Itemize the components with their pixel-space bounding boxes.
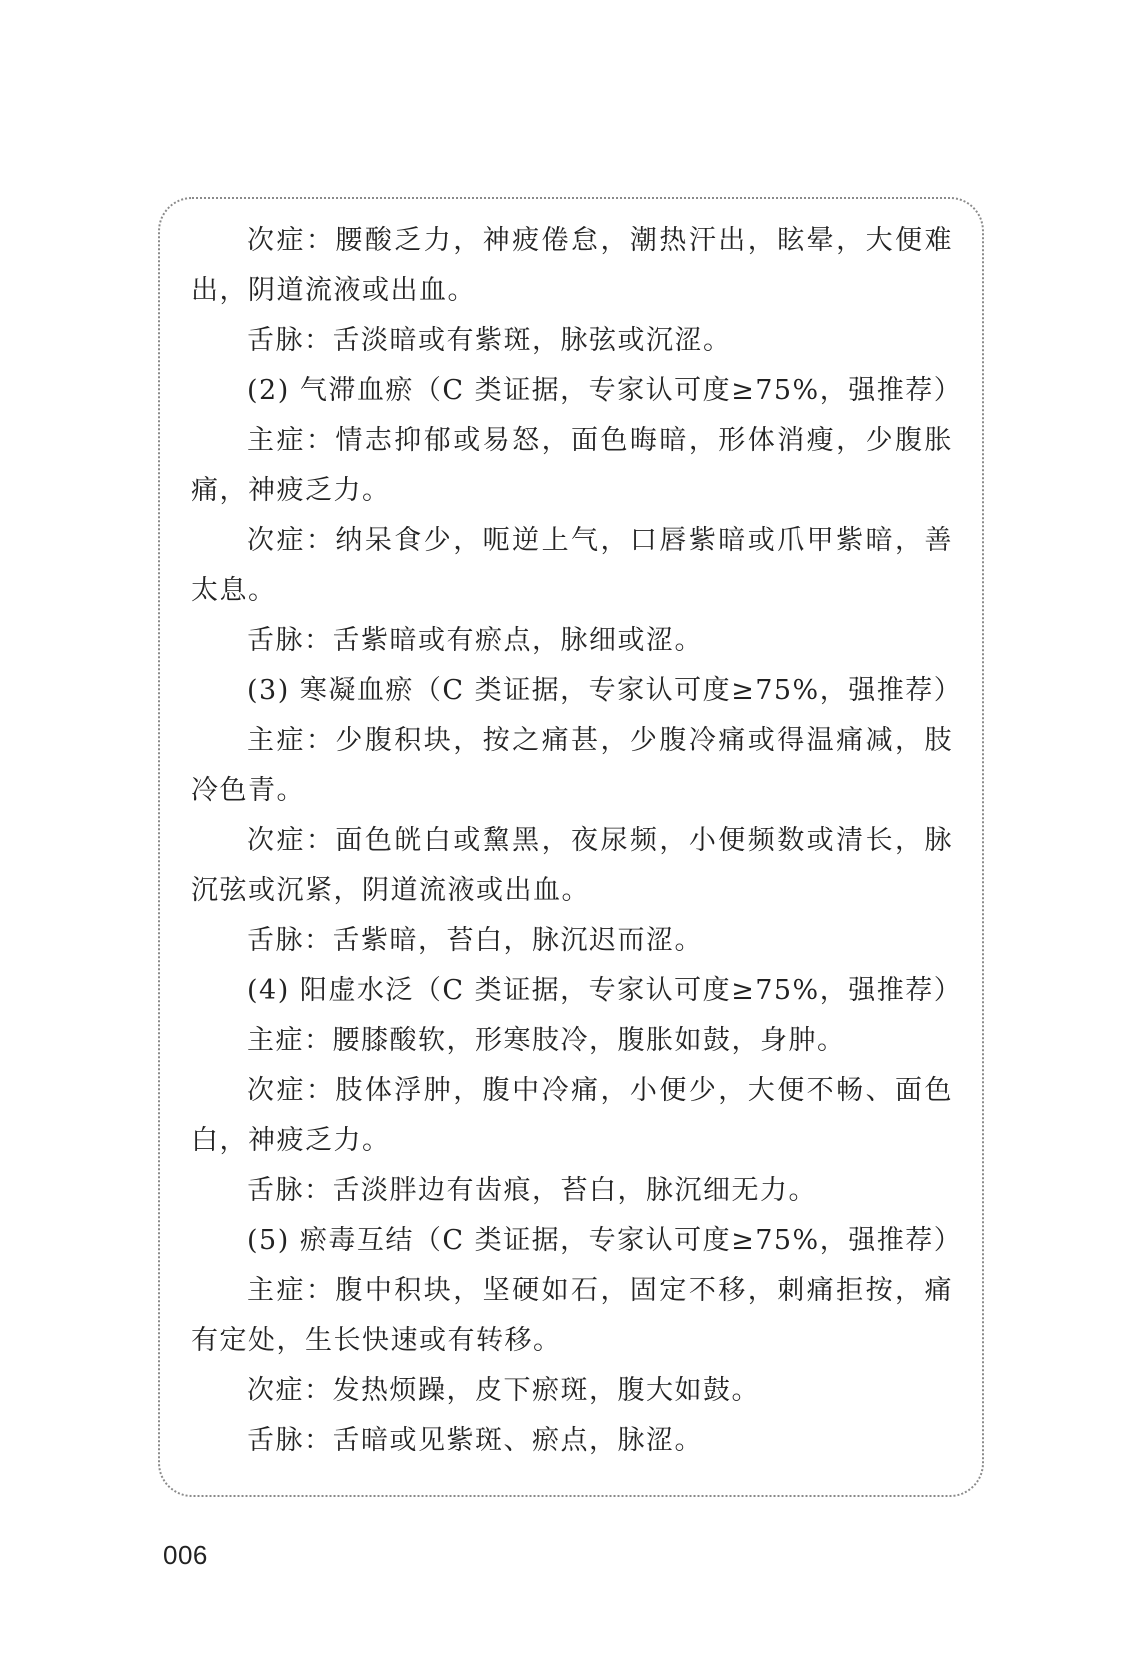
paragraph: 舌脉：舌淡胖边有齿痕，苔白，脉沉细无力。 bbox=[247, 1175, 817, 1206]
syndrome-heading: (3) 寒凝血瘀（C 类证据，专家认可度≥75%，强推荐） bbox=[247, 675, 963, 706]
paragraph: 舌脉：舌淡暗或有紫斑，脉弦或沉涩。 bbox=[247, 325, 732, 356]
paragraph: 主症：情志抑郁或易怒，面色晦暗，形体消瘦，少腹胀痛，神疲乏力。 bbox=[191, 425, 953, 506]
paragraph: 次症：面色㿠白或黧黑，夜尿频，小便频数或清长，脉沉弦或沉紧，阴道流液或出血。 bbox=[191, 825, 953, 906]
paragraph: 舌脉：舌紫暗或有瘀点，脉细或涩。 bbox=[247, 625, 703, 656]
paragraph: 舌脉：舌暗或见紫斑、瘀点，脉涩。 bbox=[247, 1425, 703, 1456]
paragraph: 次症：发热烦躁，皮下瘀斑，腹大如鼓。 bbox=[247, 1375, 760, 1406]
paragraph: 次症：纳呆食少，呃逆上气，口唇紫暗或爪甲紫暗，善太息。 bbox=[191, 525, 953, 606]
paragraph: 主症：腰膝酸软，形寒肢冷，腹胀如鼓，身肿。 bbox=[247, 1025, 846, 1056]
syndrome-heading: (5) 瘀毒互结（C 类证据，专家认可度≥75%，强推荐） bbox=[247, 1225, 963, 1256]
text-block bbox=[191, 216, 963, 1466]
paragraph: 次症：腰酸乏力，神疲倦怠，潮热汗出，眩晕，大便难出，阴道流液或出血。 bbox=[191, 225, 953, 306]
page-number: 006 bbox=[163, 1540, 208, 1570]
syndrome-heading: (2) 气滞血瘀（C 类证据，专家认可度≥75%，强推荐） bbox=[247, 375, 963, 406]
paragraph: 主症：少腹积块，按之痛甚，少腹冷痛或得温痛减，肢冷色青。 bbox=[191, 725, 953, 806]
paragraph: 次症：肢体浮肿，腹中冷痛，小便少，大便不畅、面色白，神疲乏力。 bbox=[191, 1075, 953, 1156]
syndrome-heading: (4) 阳虚水泛（C 类证据，专家认可度≥75%，强推荐） bbox=[247, 975, 963, 1006]
paragraph: 主症：腹中积块，坚硬如石，固定不移，刺痛拒按，痛有定处，生长快速或有转移。 bbox=[191, 1275, 953, 1356]
paragraph: 舌脉：舌紫暗，苔白，脉沉迟而涩。 bbox=[247, 925, 703, 956]
